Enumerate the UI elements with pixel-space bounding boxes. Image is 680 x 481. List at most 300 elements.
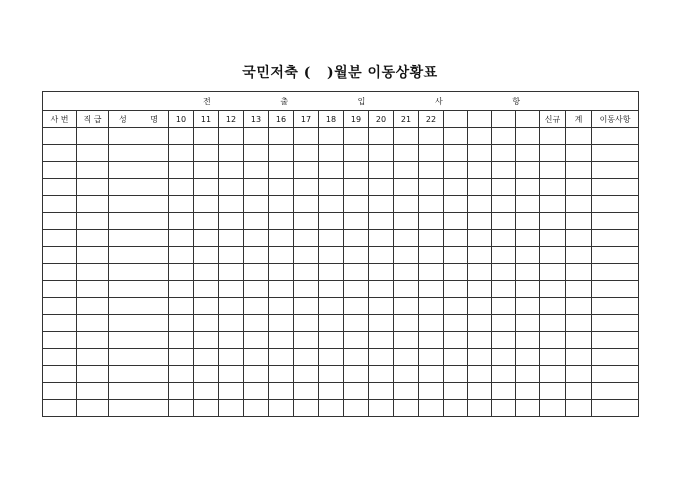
table-cell[interactable] [244, 332, 269, 349]
table-cell[interactable] [468, 366, 492, 383]
table-cell[interactable] [169, 298, 194, 315]
table-cell[interactable] [419, 332, 444, 349]
table-cell[interactable] [169, 264, 194, 281]
table-cell[interactable] [244, 264, 269, 281]
table-cell[interactable] [468, 281, 492, 298]
table-cell[interactable] [394, 349, 419, 366]
table-cell[interactable] [294, 213, 319, 230]
table-cell[interactable] [344, 315, 369, 332]
table-cell[interactable] [319, 247, 344, 264]
table-cell[interactable] [468, 332, 492, 349]
table-cell[interactable] [294, 281, 319, 298]
table-cell[interactable] [540, 366, 566, 383]
table-cell[interactable] [269, 315, 294, 332]
table-cell[interactable] [369, 230, 394, 247]
table-cell[interactable] [194, 298, 219, 315]
table-cell[interactable] [244, 145, 269, 162]
table-cell[interactable] [419, 213, 444, 230]
table-cell[interactable] [109, 128, 169, 145]
table-cell[interactable] [394, 332, 419, 349]
table-cell[interactable] [219, 315, 244, 332]
table-cell[interactable] [369, 247, 394, 264]
table-cell[interactable] [394, 298, 419, 315]
table-cell[interactable] [77, 349, 109, 366]
table-cell[interactable] [319, 366, 344, 383]
table-cell[interactable] [592, 247, 639, 264]
table-cell[interactable] [294, 230, 319, 247]
table-cell[interactable] [492, 213, 516, 230]
table-cell[interactable] [109, 298, 169, 315]
table-cell[interactable] [244, 230, 269, 247]
table-cell[interactable] [444, 247, 468, 264]
table-cell[interactable] [369, 264, 394, 281]
table-cell[interactable] [419, 349, 444, 366]
table-cell[interactable] [492, 349, 516, 366]
table-cell[interactable] [344, 400, 369, 417]
table-cell[interactable] [592, 162, 639, 179]
table-cell[interactable] [344, 213, 369, 230]
table-cell[interactable] [109, 281, 169, 298]
table-cell[interactable] [419, 196, 444, 213]
table-cell[interactable] [77, 196, 109, 213]
table-cell[interactable] [269, 332, 294, 349]
table-cell[interactable] [468, 247, 492, 264]
table-cell[interactable] [516, 383, 540, 400]
table-cell[interactable] [109, 145, 169, 162]
table-cell[interactable] [444, 128, 468, 145]
table-cell[interactable] [419, 179, 444, 196]
table-cell[interactable] [194, 162, 219, 179]
table-cell[interactable] [344, 230, 369, 247]
table-cell[interactable] [43, 247, 77, 264]
table-cell[interactable] [219, 128, 244, 145]
table-cell[interactable] [516, 213, 540, 230]
table-cell[interactable] [344, 298, 369, 315]
table-cell[interactable] [592, 383, 639, 400]
table-cell[interactable] [219, 247, 244, 264]
table-cell[interactable] [566, 213, 592, 230]
table-cell[interactable] [109, 230, 169, 247]
table-cell[interactable] [369, 332, 394, 349]
table-cell[interactable] [319, 128, 344, 145]
table-cell[interactable] [540, 332, 566, 349]
table-cell[interactable] [194, 128, 219, 145]
table-cell[interactable] [344, 162, 369, 179]
table-cell[interactable] [344, 349, 369, 366]
table-cell[interactable] [419, 145, 444, 162]
table-cell[interactable] [244, 213, 269, 230]
table-cell[interactable] [566, 281, 592, 298]
table-cell[interactable] [566, 196, 592, 213]
table-cell[interactable] [269, 128, 294, 145]
table-cell[interactable] [419, 281, 444, 298]
table-cell[interactable] [540, 281, 566, 298]
table-cell[interactable] [269, 162, 294, 179]
table-cell[interactable] [169, 332, 194, 349]
table-cell[interactable] [492, 298, 516, 315]
table-cell[interactable] [394, 179, 419, 196]
table-cell[interactable] [219, 332, 244, 349]
table-cell[interactable] [169, 179, 194, 196]
table-cell[interactable] [540, 298, 566, 315]
table-cell[interactable] [244, 349, 269, 366]
table-cell[interactable] [540, 315, 566, 332]
table-cell[interactable] [540, 264, 566, 281]
table-cell[interactable] [194, 179, 219, 196]
table-cell[interactable] [540, 128, 566, 145]
table-cell[interactable] [109, 213, 169, 230]
table-cell[interactable] [294, 349, 319, 366]
table-cell[interactable] [319, 315, 344, 332]
table-cell[interactable] [219, 366, 244, 383]
table-cell[interactable] [394, 145, 419, 162]
table-cell[interactable] [194, 196, 219, 213]
table-cell[interactable] [77, 247, 109, 264]
table-cell[interactable] [592, 332, 639, 349]
table-cell[interactable] [419, 247, 444, 264]
table-cell[interactable] [419, 400, 444, 417]
table-cell[interactable] [516, 145, 540, 162]
table-cell[interactable] [444, 349, 468, 366]
table-cell[interactable] [244, 196, 269, 213]
table-cell[interactable] [294, 145, 319, 162]
table-cell[interactable] [369, 145, 394, 162]
table-cell[interactable] [169, 349, 194, 366]
table-cell[interactable] [468, 315, 492, 332]
table-cell[interactable] [319, 298, 344, 315]
table-cell[interactable] [516, 349, 540, 366]
table-cell[interactable] [194, 281, 219, 298]
table-cell[interactable] [109, 383, 169, 400]
table-cell[interactable] [294, 315, 319, 332]
table-cell[interactable] [294, 366, 319, 383]
table-cell[interactable] [319, 196, 344, 213]
table-cell[interactable] [244, 315, 269, 332]
table-cell[interactable] [294, 332, 319, 349]
table-cell[interactable] [369, 400, 394, 417]
table-cell[interactable] [169, 281, 194, 298]
table-cell[interactable] [369, 298, 394, 315]
table-cell[interactable] [319, 383, 344, 400]
table-cell[interactable] [294, 264, 319, 281]
table-cell[interactable] [516, 128, 540, 145]
table-cell[interactable] [419, 315, 444, 332]
table-cell[interactable] [43, 230, 77, 247]
table-cell[interactable] [419, 366, 444, 383]
table-cell[interactable] [294, 128, 319, 145]
table-cell[interactable] [540, 179, 566, 196]
table-cell[interactable] [492, 128, 516, 145]
table-cell[interactable] [219, 349, 244, 366]
table-cell[interactable] [394, 281, 419, 298]
table-cell[interactable] [169, 145, 194, 162]
table-cell[interactable] [219, 400, 244, 417]
table-cell[interactable] [369, 179, 394, 196]
table-cell[interactable] [43, 332, 77, 349]
table-cell[interactable] [492, 247, 516, 264]
table-cell[interactable] [319, 162, 344, 179]
table-cell[interactable] [592, 128, 639, 145]
table-cell[interactable] [592, 315, 639, 332]
table-cell[interactable] [169, 400, 194, 417]
table-cell[interactable] [468, 213, 492, 230]
table-cell[interactable] [419, 162, 444, 179]
table-cell[interactable] [468, 298, 492, 315]
table-cell[interactable] [592, 349, 639, 366]
table-cell[interactable] [43, 128, 77, 145]
table-cell[interactable] [194, 145, 219, 162]
table-cell[interactable] [468, 230, 492, 247]
table-cell[interactable] [269, 179, 294, 196]
table-cell[interactable] [244, 383, 269, 400]
table-cell[interactable] [269, 281, 294, 298]
table-cell[interactable] [43, 162, 77, 179]
table-cell[interactable] [109, 264, 169, 281]
table-cell[interactable] [219, 298, 244, 315]
table-cell[interactable] [109, 162, 169, 179]
table-cell[interactable] [77, 179, 109, 196]
table-cell[interactable] [592, 400, 639, 417]
table-cell[interactable] [394, 162, 419, 179]
table-cell[interactable] [468, 162, 492, 179]
table-cell[interactable] [516, 196, 540, 213]
table-cell[interactable] [77, 315, 109, 332]
table-cell[interactable] [592, 213, 639, 230]
table-cell[interactable] [540, 145, 566, 162]
table-cell[interactable] [492, 230, 516, 247]
table-cell[interactable] [516, 332, 540, 349]
table-cell[interactable] [468, 383, 492, 400]
table-cell[interactable] [77, 400, 109, 417]
table-cell[interactable] [492, 400, 516, 417]
table-cell[interactable] [77, 366, 109, 383]
table-cell[interactable] [219, 179, 244, 196]
table-cell[interactable] [109, 349, 169, 366]
table-cell[interactable] [369, 213, 394, 230]
table-cell[interactable] [344, 264, 369, 281]
table-cell[interactable] [194, 213, 219, 230]
table-cell[interactable] [492, 383, 516, 400]
table-cell[interactable] [294, 196, 319, 213]
table-cell[interactable] [444, 400, 468, 417]
table-cell[interactable] [444, 179, 468, 196]
table-cell[interactable] [566, 264, 592, 281]
table-cell[interactable] [592, 196, 639, 213]
table-cell[interactable] [394, 264, 419, 281]
table-cell[interactable] [394, 247, 419, 264]
table-cell[interactable] [444, 281, 468, 298]
table-cell[interactable] [109, 332, 169, 349]
table-cell[interactable] [109, 366, 169, 383]
table-cell[interactable] [444, 196, 468, 213]
table-cell[interactable] [294, 298, 319, 315]
table-cell[interactable] [43, 383, 77, 400]
table-cell[interactable] [269, 349, 294, 366]
table-cell[interactable] [319, 332, 344, 349]
table-cell[interactable] [344, 332, 369, 349]
table-cell[interactable] [394, 196, 419, 213]
table-cell[interactable] [219, 162, 244, 179]
table-cell[interactable] [269, 383, 294, 400]
table-cell[interactable] [444, 298, 468, 315]
table-cell[interactable] [444, 145, 468, 162]
table-cell[interactable] [169, 247, 194, 264]
table-cell[interactable] [566, 145, 592, 162]
table-cell[interactable] [319, 400, 344, 417]
table-cell[interactable] [566, 315, 592, 332]
table-cell[interactable] [294, 162, 319, 179]
table-cell[interactable] [109, 400, 169, 417]
table-cell[interactable] [43, 366, 77, 383]
table-cell[interactable] [319, 264, 344, 281]
table-cell[interactable] [516, 298, 540, 315]
table-cell[interactable] [169, 383, 194, 400]
table-cell[interactable] [516, 281, 540, 298]
table-cell[interactable] [77, 145, 109, 162]
table-cell[interactable] [444, 264, 468, 281]
table-cell[interactable] [394, 366, 419, 383]
table-cell[interactable] [492, 366, 516, 383]
table-cell[interactable] [444, 230, 468, 247]
table-cell[interactable] [468, 179, 492, 196]
table-cell[interactable] [269, 400, 294, 417]
table-cell[interactable] [540, 400, 566, 417]
table-cell[interactable] [468, 196, 492, 213]
table-cell[interactable] [194, 247, 219, 264]
table-cell[interactable] [43, 196, 77, 213]
table-cell[interactable] [566, 400, 592, 417]
table-cell[interactable] [492, 162, 516, 179]
table-cell[interactable] [369, 383, 394, 400]
table-cell[interactable] [244, 281, 269, 298]
table-cell[interactable] [566, 247, 592, 264]
table-cell[interactable] [77, 281, 109, 298]
table-cell[interactable] [516, 179, 540, 196]
table-cell[interactable] [566, 179, 592, 196]
table-cell[interactable] [344, 366, 369, 383]
table-cell[interactable] [369, 196, 394, 213]
table-cell[interactable] [468, 400, 492, 417]
table-cell[interactable] [319, 213, 344, 230]
table-cell[interactable] [244, 298, 269, 315]
table-cell[interactable] [540, 349, 566, 366]
table-cell[interactable] [77, 230, 109, 247]
table-cell[interactable] [77, 383, 109, 400]
table-cell[interactable] [219, 145, 244, 162]
table-cell[interactable] [369, 366, 394, 383]
table-cell[interactable] [319, 230, 344, 247]
table-cell[interactable] [540, 162, 566, 179]
table-cell[interactable] [269, 196, 294, 213]
table-cell[interactable] [244, 128, 269, 145]
table-cell[interactable] [194, 349, 219, 366]
table-cell[interactable] [269, 247, 294, 264]
table-cell[interactable] [169, 128, 194, 145]
table-cell[interactable] [77, 213, 109, 230]
table-cell[interactable] [77, 264, 109, 281]
table-cell[interactable] [219, 213, 244, 230]
table-cell[interactable] [219, 196, 244, 213]
table-cell[interactable] [540, 230, 566, 247]
table-cell[interactable] [492, 315, 516, 332]
table-cell[interactable] [468, 128, 492, 145]
table-cell[interactable] [43, 264, 77, 281]
table-cell[interactable] [269, 298, 294, 315]
table-cell[interactable] [419, 128, 444, 145]
table-cell[interactable] [516, 264, 540, 281]
table-cell[interactable] [394, 128, 419, 145]
table-cell[interactable] [369, 128, 394, 145]
table-cell[interactable] [492, 196, 516, 213]
table-cell[interactable] [369, 315, 394, 332]
table-cell[interactable] [219, 281, 244, 298]
table-cell[interactable] [444, 315, 468, 332]
table-cell[interactable] [516, 315, 540, 332]
table-cell[interactable] [516, 400, 540, 417]
table-cell[interactable] [566, 332, 592, 349]
table-cell[interactable] [169, 162, 194, 179]
table-cell[interactable] [43, 349, 77, 366]
table-cell[interactable] [244, 247, 269, 264]
table-cell[interactable] [219, 230, 244, 247]
table-cell[interactable] [194, 264, 219, 281]
table-cell[interactable] [344, 128, 369, 145]
table-cell[interactable] [269, 213, 294, 230]
table-cell[interactable] [592, 298, 639, 315]
table-cell[interactable] [43, 179, 77, 196]
table-cell[interactable] [444, 366, 468, 383]
table-cell[interactable] [43, 281, 77, 298]
table-cell[interactable] [294, 179, 319, 196]
table-cell[interactable] [109, 247, 169, 264]
table-cell[interactable] [194, 400, 219, 417]
table-cell[interactable] [592, 366, 639, 383]
table-cell[interactable] [566, 298, 592, 315]
table-cell[interactable] [444, 162, 468, 179]
table-cell[interactable] [492, 145, 516, 162]
table-cell[interactable] [592, 145, 639, 162]
table-cell[interactable] [169, 315, 194, 332]
table-cell[interactable] [194, 383, 219, 400]
table-cell[interactable] [394, 315, 419, 332]
table-cell[interactable] [344, 196, 369, 213]
table-cell[interactable] [444, 332, 468, 349]
table-cell[interactable] [566, 349, 592, 366]
table-cell[interactable] [516, 247, 540, 264]
table-cell[interactable] [419, 264, 444, 281]
table-cell[interactable] [109, 196, 169, 213]
table-cell[interactable] [269, 366, 294, 383]
table-cell[interactable] [219, 264, 244, 281]
table-cell[interactable] [444, 213, 468, 230]
table-cell[interactable] [319, 281, 344, 298]
table-cell[interactable] [109, 315, 169, 332]
table-cell[interactable] [540, 247, 566, 264]
table-cell[interactable] [592, 230, 639, 247]
table-cell[interactable] [43, 400, 77, 417]
table-cell[interactable] [444, 383, 468, 400]
table-cell[interactable] [394, 213, 419, 230]
table-cell[interactable] [194, 366, 219, 383]
table-cell[interactable] [77, 298, 109, 315]
table-cell[interactable] [194, 230, 219, 247]
table-cell[interactable] [43, 213, 77, 230]
table-cell[interactable] [566, 128, 592, 145]
table-cell[interactable] [344, 179, 369, 196]
table-cell[interactable] [516, 230, 540, 247]
table-cell[interactable] [344, 247, 369, 264]
table-cell[interactable] [319, 349, 344, 366]
